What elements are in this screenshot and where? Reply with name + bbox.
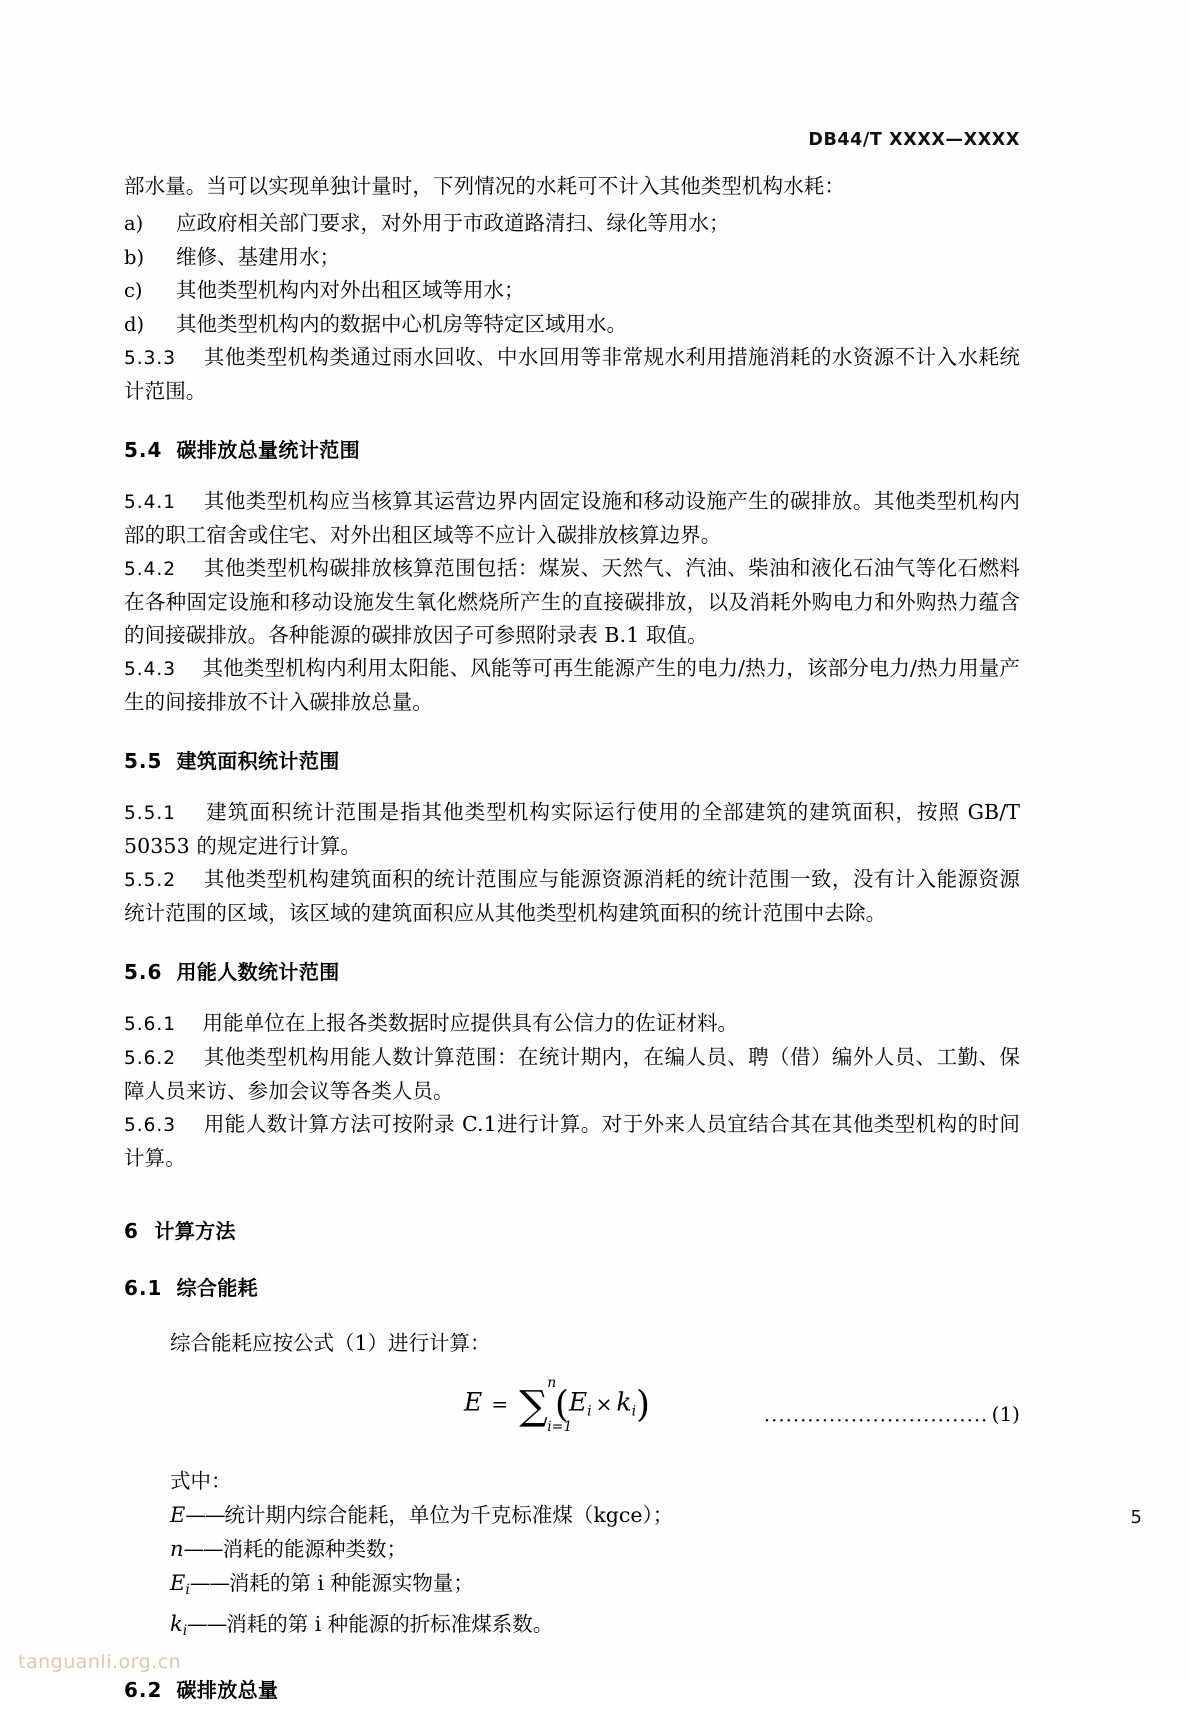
running-header xyxy=(124,128,1020,152)
heading-number: 5.6 xyxy=(124,960,163,984)
list-item-marker: a) xyxy=(124,212,144,235)
clause-5-4-3 xyxy=(124,652,1020,719)
definition-item xyxy=(170,1532,1020,1566)
definition-item xyxy=(170,1607,1020,1648)
standard-code: DB44/T XXXX—XXXX xyxy=(808,130,1020,150)
definition-dash: —— xyxy=(185,1503,225,1527)
clause-number: 5.4.2 xyxy=(124,559,177,580)
definition-symbol: E xyxy=(170,1571,186,1595)
heading-5-4 xyxy=(124,434,1020,463)
heading-title: 碳排放总量统计范围 xyxy=(176,438,361,462)
list-item-text: 应政府相关部门要求，对外用于市政道路清扫、绿化等用水； xyxy=(176,211,730,235)
list-item-marker: d) xyxy=(124,312,145,336)
heading-title: 碳排放总量 xyxy=(176,1678,279,1702)
clause-number: 5.4.3 xyxy=(124,659,177,680)
formula-dot-leader: ······························· xyxy=(764,1410,989,1432)
intro-paragraph: 部水量。当可以实现单独计量时，下列情况的水耗可不计入其他类型机构水耗： xyxy=(124,174,845,198)
definition-dash: —— xyxy=(189,1571,229,1595)
list-item xyxy=(124,207,1020,241)
list-item-text: 其他类型机构内的数据中心机房等特定区域用水。 xyxy=(176,311,627,336)
formula-equals: = xyxy=(491,1391,509,1416)
formula-term-var2: k xyxy=(616,1387,632,1417)
clause-text: 建筑面积统计范围是指其他类型机构实际运行使用的全部建筑的建筑面积，按照 GB/T 50353 的规定进行计算。 xyxy=(124,800,1020,858)
formula-open-paren: ( xyxy=(554,1384,569,1426)
list-item-marker: c) xyxy=(124,279,143,302)
definition-subscript: i xyxy=(185,1582,190,1598)
water-exclusion-list xyxy=(124,207,1020,341)
summation-upper-limit: n xyxy=(547,1375,557,1391)
heading-number: 6.1 xyxy=(124,1276,163,1300)
sigma-icon: ∑ xyxy=(519,1383,548,1429)
heading-title: 建筑面积统计范围 xyxy=(176,749,340,773)
heading-6-2 xyxy=(124,1674,1020,1703)
site-watermark: tanguanli.org.cn xyxy=(18,1651,182,1673)
summation-symbol-group xyxy=(519,1375,573,1435)
definition-text: 消耗的第 i 种能源实物量； xyxy=(228,1571,474,1595)
clause-text: 用能人数计算方法可按附录 C.1进行计算。对于外来人员宜结合其在其他类型机构的时间计算。 xyxy=(124,1112,1020,1170)
clause-5-4-2 xyxy=(124,552,1020,652)
clause-text: 其他类型机构类通过雨水回收、中水回用等非常规水利用措施消耗的水资源不计入水耗统计范围。 xyxy=(124,345,1020,403)
clause-text: 其他类型机构用能人数计算范围：在统计期内，在编人员、聘（借）编外人员、工勤、保障人员来访、参加会议等各类人员。 xyxy=(124,1045,1020,1103)
formula-close-paren: ) xyxy=(636,1384,651,1426)
clause-5-5-1 xyxy=(124,796,1020,863)
definition-dash: —— xyxy=(183,1537,223,1561)
clause-text: 用能单位在上报各类数据时应提供具有公信力的佐证材料。 xyxy=(202,1011,739,1035)
clause-5-6-3 xyxy=(124,1108,1020,1175)
definition-text: 消耗的能源种类数； xyxy=(222,1537,408,1561)
formula-term-sub2: i xyxy=(631,1403,637,1420)
heading-6 xyxy=(124,1215,1020,1244)
clause-5-6-1 xyxy=(124,1007,1020,1041)
clause-number: 5.4.1 xyxy=(124,492,177,513)
definition-item xyxy=(170,1566,1020,1607)
list-item-text: 其他类型机构内对外出租区域等用水； xyxy=(176,278,525,302)
formula-term-sub1: i xyxy=(587,1403,592,1420)
clause-number: 5.3.3 xyxy=(124,348,177,369)
formula-multiply-sign: × xyxy=(595,1391,613,1416)
definition-item xyxy=(170,1498,1020,1532)
list-item xyxy=(124,241,1020,275)
definition-symbol: n xyxy=(170,1537,184,1561)
formula-term-var1: E xyxy=(568,1387,588,1417)
definition-dash: —— xyxy=(187,1612,227,1636)
clause-5-3-3 xyxy=(124,341,1020,408)
heading-title: 计算方法 xyxy=(154,1219,236,1243)
clause-5-6-2 xyxy=(124,1041,1020,1108)
definition-subscript: i xyxy=(182,1623,188,1639)
heading-number: 5.4 xyxy=(124,438,163,462)
formula-lhs: E xyxy=(464,1387,483,1417)
clause-5-4-1 xyxy=(124,485,1020,552)
where-label: 式中： xyxy=(170,1469,232,1493)
clause-number: 5.5.1 xyxy=(124,803,177,824)
list-item xyxy=(124,274,1020,308)
heading-6-1 xyxy=(124,1272,1020,1301)
clause-text: 其他类型机构应当核算其运营边界内固定设施和移动设施产生的碳排放。其他类型机构内部的职工宿舍或住宅、对外出租区域等不应计入碳排放核算边界。 xyxy=(124,489,1020,547)
clause-text: 其他类型机构碳排放核算范围包括：煤炭、天然气、汽油、柴油和液化石油气等化石燃料在各种固定设施和移动设施发生氧化燃烧所产生的直接碳排放，以及消耗外购电力和外购热力蕴含的间接碳排放。各种能源的碳排放因子可参照附录表 B.1 取值。 xyxy=(124,556,1020,647)
list-item xyxy=(124,308,1020,342)
page-content xyxy=(124,128,1020,1725)
clause-text: 其他类型机构建筑面积的统计范围应与能源资源消耗的统计范围一致，没有计入能源资源统计范围的区域，该区域的建筑面积应从其他类型机构建筑面积的统计范围中去除。 xyxy=(124,867,1020,925)
definition-symbol: k xyxy=(170,1612,183,1636)
clause-text: 其他类型机构内利用太阳能、风能等可再生能源产生的电力/热力，该部分电力/热力用量产生的间接排放不计入碳排放总量。 xyxy=(124,656,1020,714)
heading-title: 用能人数统计范围 xyxy=(176,960,340,984)
formula-expression xyxy=(464,1375,651,1435)
heading-5-6 xyxy=(124,956,1020,985)
definition-text: 消耗的第 i 种能源的折标准煤系数。 xyxy=(226,1612,554,1636)
heading-number: 6 xyxy=(124,1219,139,1243)
definition-symbol: E xyxy=(170,1503,186,1527)
page-number: 5 xyxy=(1130,1507,1142,1528)
formula-block xyxy=(124,1375,1020,1442)
clause-number: 5.6.2 xyxy=(124,1048,177,1069)
formula-definitions xyxy=(170,1464,1020,1648)
heading-number: 6.2 xyxy=(124,1678,163,1702)
list-item-marker: b) xyxy=(124,245,145,269)
heading-title: 综合能耗 xyxy=(176,1276,259,1300)
heading-number: 5.5 xyxy=(124,749,163,773)
list-item-text: 维修、基建用水； xyxy=(176,244,340,269)
equation-number: (1) xyxy=(991,1402,1020,1426)
heading-5-5 xyxy=(124,745,1020,774)
formula-intro-text: 综合能耗应按公式（1）进行计算： xyxy=(170,1331,491,1355)
definition-text: 统计期内综合能耗，单位为千克标准煤（kgce）； xyxy=(224,1503,674,1527)
clause-5-5-2 xyxy=(124,863,1020,930)
clause-number: 5.6.1 xyxy=(124,1014,177,1035)
clause-number: 5.6.3 xyxy=(124,1115,177,1136)
clause-number: 5.5.2 xyxy=(124,870,177,891)
summation-lower-limit: i=1 xyxy=(547,1419,573,1435)
